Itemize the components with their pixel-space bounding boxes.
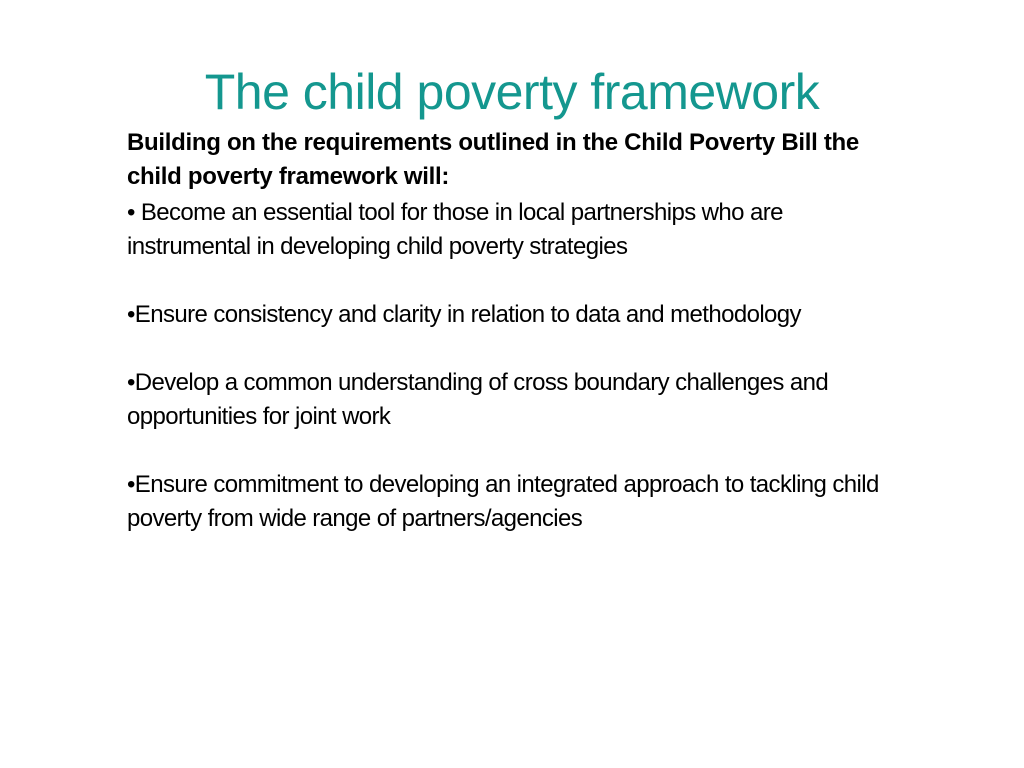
bullet-list (127, 196, 887, 536)
slide-body (127, 126, 887, 570)
intro-text: Building on the requirements outlined in the Child Poverty Bill the child poverty framework will: (127, 129, 859, 190)
bullet-item: •Ensure commitment to developing an integrated approach to tackling child poverty from wide range of partners/agencies (127, 471, 879, 532)
bullet-item: •Develop a common understanding of cross boundary challenges and opportunities for joint work (127, 369, 829, 430)
bullet-item: • Become an essential tool for those in local partnerships who are instrumental in developing child poverty strategies (127, 199, 783, 260)
slide-title: The child poverty framework (204, 63, 820, 120)
bullet-item: •Ensure consistency and clarity in relation to data and methodology (127, 301, 801, 328)
